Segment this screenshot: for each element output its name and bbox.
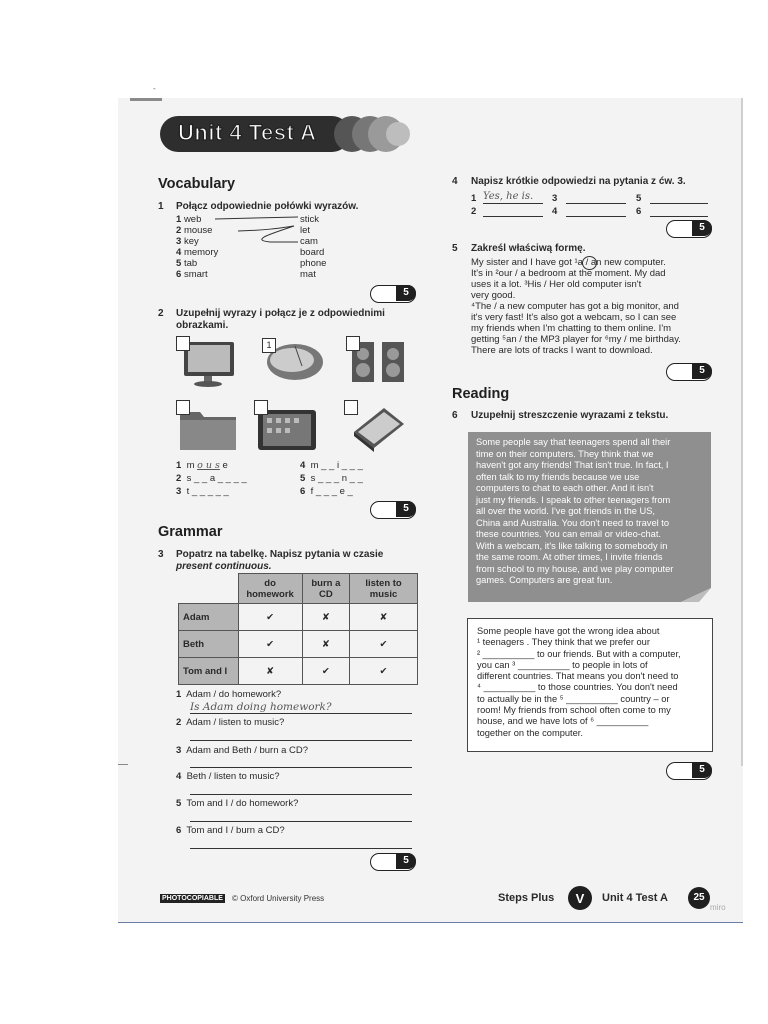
ex4-item-number: 2 xyxy=(471,206,477,217)
question-6: 6 Tom and I / burn a CD? xyxy=(176,825,285,836)
footer-unit: Unit 4 Test A xyxy=(602,892,669,904)
table-header: do homework xyxy=(238,574,302,604)
table-row: Beth ✔ ✘ ✔ xyxy=(179,631,418,658)
watermark: miro xyxy=(710,903,726,912)
picture-box-5[interactable] xyxy=(254,400,268,415)
ex2-words-left xyxy=(176,459,306,498)
corner-dash: - xyxy=(153,84,156,93)
list-item: 2 mouse xyxy=(176,225,213,236)
circled-answer-mark xyxy=(582,256,597,270)
series-name: Steps Plus xyxy=(498,892,555,904)
ex4-item-number: 5 xyxy=(636,193,642,204)
ex2-instruction: Uzupełnij wyrazy i połącz je z odpowiednimi obrazkami. xyxy=(176,308,385,331)
question-4: 4 Beth / listen to music? xyxy=(176,771,280,782)
ex4-answer-3[interactable] xyxy=(566,191,626,204)
list-item: 4 m _ _ i _ _ _ xyxy=(300,460,363,471)
ex5-text: My sister and I have got ¹a / an new computer. It's in ²our / a bedroom at the moment. My dad uses it a lot. ³His / Her old computer isn't very good. ⁴The / a new computer has got a big monitor, and it's very fast! It's also got a webcam, so I can see my friends when I'm chatting to them online. I'm getting ⁵an / the MP3 player for ⁶my / me birthday. There are lots of tracks I want to download. xyxy=(471,257,681,356)
ex4-item-number: 4 xyxy=(552,206,558,217)
page-number: 25 xyxy=(688,887,710,909)
list-item: stick xyxy=(300,214,319,225)
ex6-score-box: 5 xyxy=(666,762,712,780)
list-item: 6 smart xyxy=(176,269,208,280)
page-curl xyxy=(681,588,711,602)
list-item: 1 m o u s e xyxy=(176,460,228,471)
list-item: phone xyxy=(300,258,327,269)
ex5-instruction: Zakreśl właściwą formę. xyxy=(471,243,586,254)
list-item: 4 memory xyxy=(176,247,219,258)
ex4-score-box: 5 xyxy=(666,220,712,238)
top-rule xyxy=(130,98,162,101)
ex4-answer-5[interactable] xyxy=(650,191,708,204)
grammar-heading: Grammar xyxy=(158,524,223,540)
list-item: let xyxy=(300,225,311,236)
ex5-number: 5 xyxy=(452,243,458,254)
ex3-instruction: Popatrz na tabelkę. Napisz pytania w czasie present continuous. xyxy=(176,549,384,572)
summary-box: Some people have got the wrong idea about ¹ teenagers . They think that we prefer our ² __________ to our friends. But with a computer, you can ³ __________ to people in lots of different countries. That means you don't need to ⁴ __________ to those countries. You don't need to actually be in the ⁵ __________ country – or room! My friends from school often come to my house, and we have lots of ⁶ __________ together on the computer. xyxy=(467,618,713,752)
ex4-item-number: 1 xyxy=(471,193,477,204)
page-title: Unit 4 Test A xyxy=(178,120,317,145)
answer-line-3[interactable] xyxy=(190,755,412,768)
vocabulary-heading: Vocabulary xyxy=(158,176,236,192)
ex4-answer-6[interactable] xyxy=(650,204,708,217)
ex4-answer-2[interactable] xyxy=(483,204,543,217)
matching-lines xyxy=(210,214,302,248)
ex3-number: 3 xyxy=(158,549,164,560)
table-header: listen to music xyxy=(350,574,418,604)
question-3: 3 Adam and Beth / burn a CD? xyxy=(176,745,309,756)
ex4-item-number: 6 xyxy=(636,206,642,217)
question-5: 5 Tom and I / do homework? xyxy=(176,798,299,809)
table-row: Tom and I ✘ ✔ ✔ xyxy=(179,658,418,685)
table-header: burn a CD xyxy=(302,574,349,604)
ex1-score-box: 5 xyxy=(370,285,416,303)
ex1-right-list xyxy=(300,214,360,280)
list-item: 5 tab xyxy=(176,258,198,269)
picture-box-3[interactable] xyxy=(346,336,360,351)
reading-heading: Reading xyxy=(452,386,510,402)
ex1-number: 1 xyxy=(158,201,164,212)
list-item: 5 s _ _ _ n _ _ xyxy=(300,473,363,484)
list-item: 3 t _ _ _ _ _ xyxy=(176,486,229,497)
list-item: board xyxy=(300,247,325,258)
ex5-score-box: 5 xyxy=(666,363,712,381)
list-item: 2 s _ _ a _ _ _ _ xyxy=(176,473,247,484)
ex3-score-box: 5 xyxy=(370,853,416,871)
ex4-number: 4 xyxy=(452,176,458,187)
list-item: mat xyxy=(300,269,316,280)
ex1-instruction: Połącz odpowiednie połówki wyrazów. xyxy=(176,201,359,212)
page-edge xyxy=(741,98,743,766)
ex6-instruction: Uzupełnij streszczenie wyrazami z tekstu. xyxy=(471,410,669,421)
answer-line-2[interactable] xyxy=(190,728,412,741)
picture-box-1[interactable] xyxy=(176,336,190,351)
left-tick xyxy=(118,764,128,765)
question-1: 1 Adam / do homework? xyxy=(176,689,282,700)
list-item: 6 f _ _ _ e _ xyxy=(300,486,353,497)
list-item: 1 web xyxy=(176,214,202,225)
ex2-words-right xyxy=(300,459,410,498)
photocopiable-label: PHOTOCOPIABLE xyxy=(162,895,223,902)
reading-passage-box: Some people say that teenagers spend all their time on their computers. They think that we haven't got any friends! That isn't true. In fact, I often talk to my friends because we use computers to chat to each other. And it isn't just my friends. I speak to other teenagers from all over the world. I've got friends in the US, China and Australia. You don't need to travel to these countries. You can email or video-chat. With a webcam, it's like talking to somebody in the same room. At other times, I invite friends from school to my house, and we play computer games. Computers are great fun. xyxy=(468,432,711,602)
ex2-number: 2 xyxy=(158,308,164,319)
answer-line-1[interactable]: Is Adam doing homework? xyxy=(190,701,412,714)
level-badge: V xyxy=(568,886,592,910)
publisher-text: © Oxford University Press xyxy=(232,894,325,903)
grammar-table xyxy=(178,573,418,685)
ex4-item-number: 3 xyxy=(552,193,558,204)
answer-line-5[interactable] xyxy=(190,809,412,822)
ex4-instruction: Napisz krótkie odpowiedzi na pytania z ćw. 3. xyxy=(471,176,686,187)
ex6-number: 6 xyxy=(452,410,458,421)
ex4-answer-1[interactable]: Yes, he is. xyxy=(483,191,543,204)
list-item: cam xyxy=(300,236,318,247)
picture-box-2[interactable]: 1 xyxy=(262,338,276,353)
answer-line-6[interactable] xyxy=(190,836,412,849)
list-item: 3 key xyxy=(176,236,199,247)
table-row: Adam ✔ ✘ ✘ xyxy=(179,604,418,631)
ex2-score-box: 5 xyxy=(370,501,416,519)
question-2: 2 Adam / listen to music? xyxy=(176,717,285,728)
picture-box-6[interactable] xyxy=(344,400,358,415)
bottom-rule xyxy=(118,922,743,923)
answer-line-4[interactable] xyxy=(190,782,412,795)
ex4-answer-4[interactable] xyxy=(566,204,626,217)
picture-box-4[interactable] xyxy=(176,400,190,415)
